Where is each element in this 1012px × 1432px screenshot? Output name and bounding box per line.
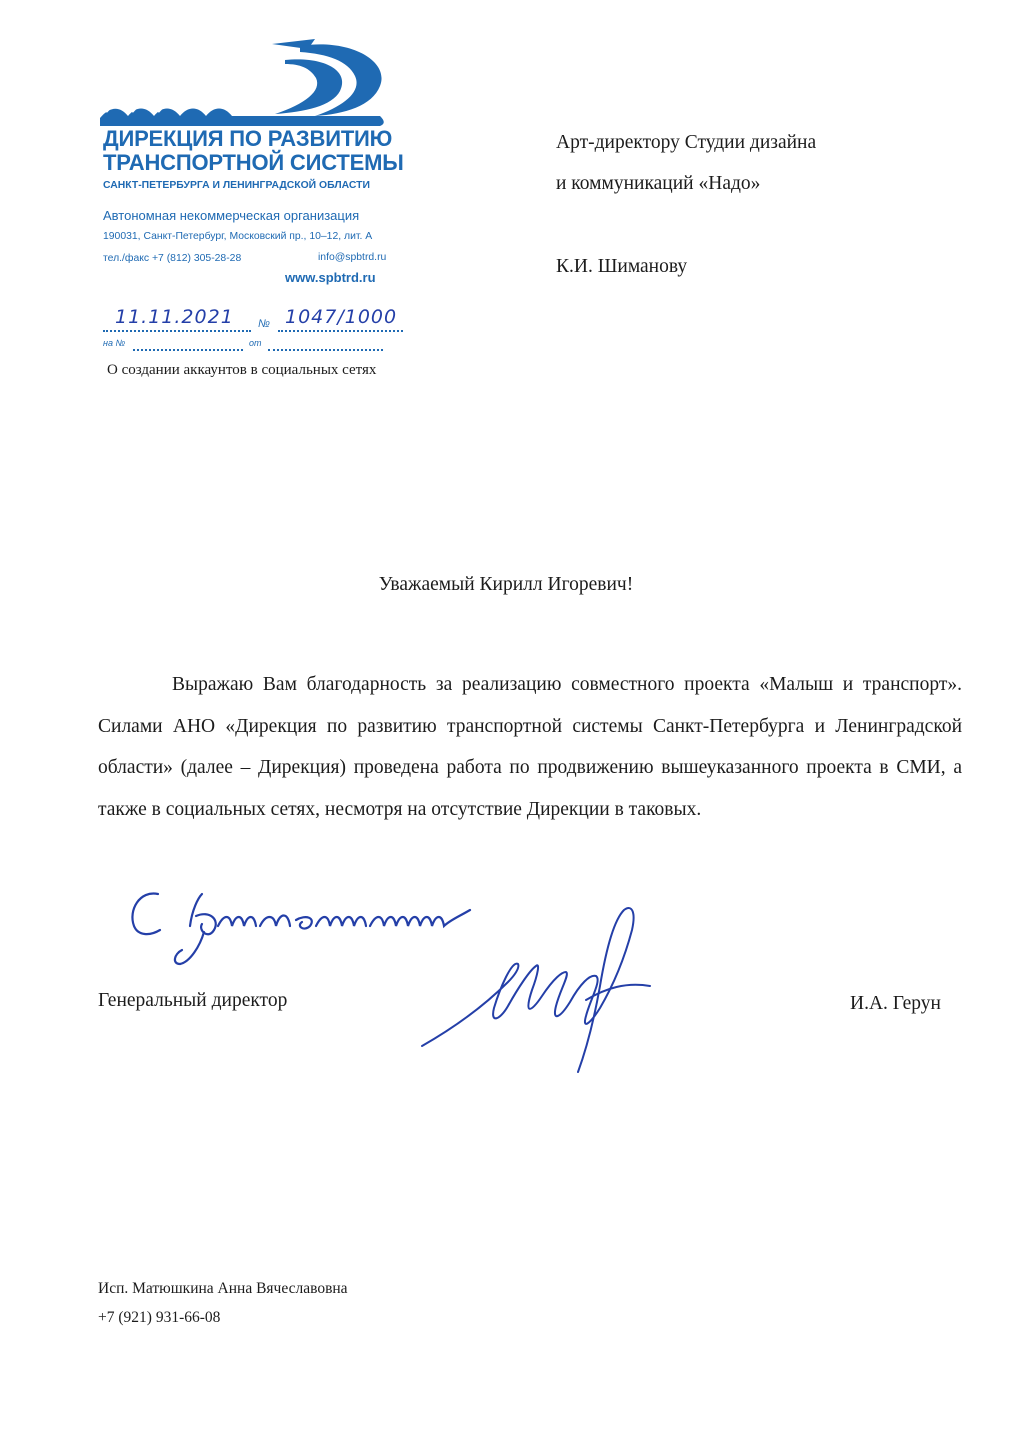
addressee-name: К.И. Шиманову: [556, 256, 688, 277]
registration-date: 11.11.2021: [115, 306, 234, 328]
organization-phone: тел./факс +7 (812) 305-28-28: [103, 253, 242, 264]
letter-subject: О создании аккаунтов в социальных сетях: [107, 362, 377, 378]
organization-name-line-2: ТРАНСПОРТНОЙ СИСТЕМЫ: [103, 150, 404, 175]
signature-icon: [410, 890, 670, 1080]
organization-type: Автономная некоммерческая организация: [103, 208, 360, 223]
number-dotted-line: [278, 330, 403, 332]
from-dotted-line: [268, 349, 383, 351]
addressee-line-2: и коммуникаций «Надо»: [556, 173, 761, 194]
from-label: от: [249, 338, 262, 348]
reference-dotted-line: [133, 349, 243, 351]
signer-position: Генеральный директор: [98, 990, 288, 1011]
organization-website: www.spbtrd.ru: [285, 270, 376, 285]
number-label: №: [258, 318, 270, 330]
registration-number: 1047/1000: [285, 306, 398, 328]
organization-email: info@spbtrd.ru: [318, 252, 387, 263]
signer-name: И.А. Герун: [850, 993, 941, 1014]
organization-region: САНКТ-ПЕТЕРБУРГА И ЛЕНИНГРАДСКОЙ ОБЛАСТИ: [103, 180, 370, 191]
executor-phone: +7 (921) 931-66-08: [98, 1309, 221, 1326]
letter-body: Выражаю Вам благодарность за реализацию совместного проекта «Малыш и транспорт». Силами АНО «Дирекция по развитию транспортной системы Санкт-Петербурга и Ленинградской области» (далее – Дирекция) проведена работа по продвижению вышеуказанного проекта в СМИ, а также в социальных сетях, несмотря на отсутствие Дирекции в таковых.: [98, 674, 962, 820]
date-dotted-line: [103, 330, 251, 332]
executor-name: Исп. Матюшкина Анна Вячеславовна: [98, 1280, 348, 1297]
organization-logo-icon: [100, 36, 395, 126]
organization-name-line-1: ДИРЕКЦИЯ ПО РАЗВИТИЮ: [103, 126, 393, 151]
organization-address: 190031, Санкт-Петербург, Московский пр., 10–12, лит. А: [103, 231, 373, 242]
greeting: Уважаемый Кирилл Игоревич!: [378, 574, 634, 595]
registration-block: [103, 300, 403, 360]
addressee-line-1: Арт-директору Студии дизайна: [556, 132, 817, 153]
reference-label: на №: [103, 338, 126, 348]
